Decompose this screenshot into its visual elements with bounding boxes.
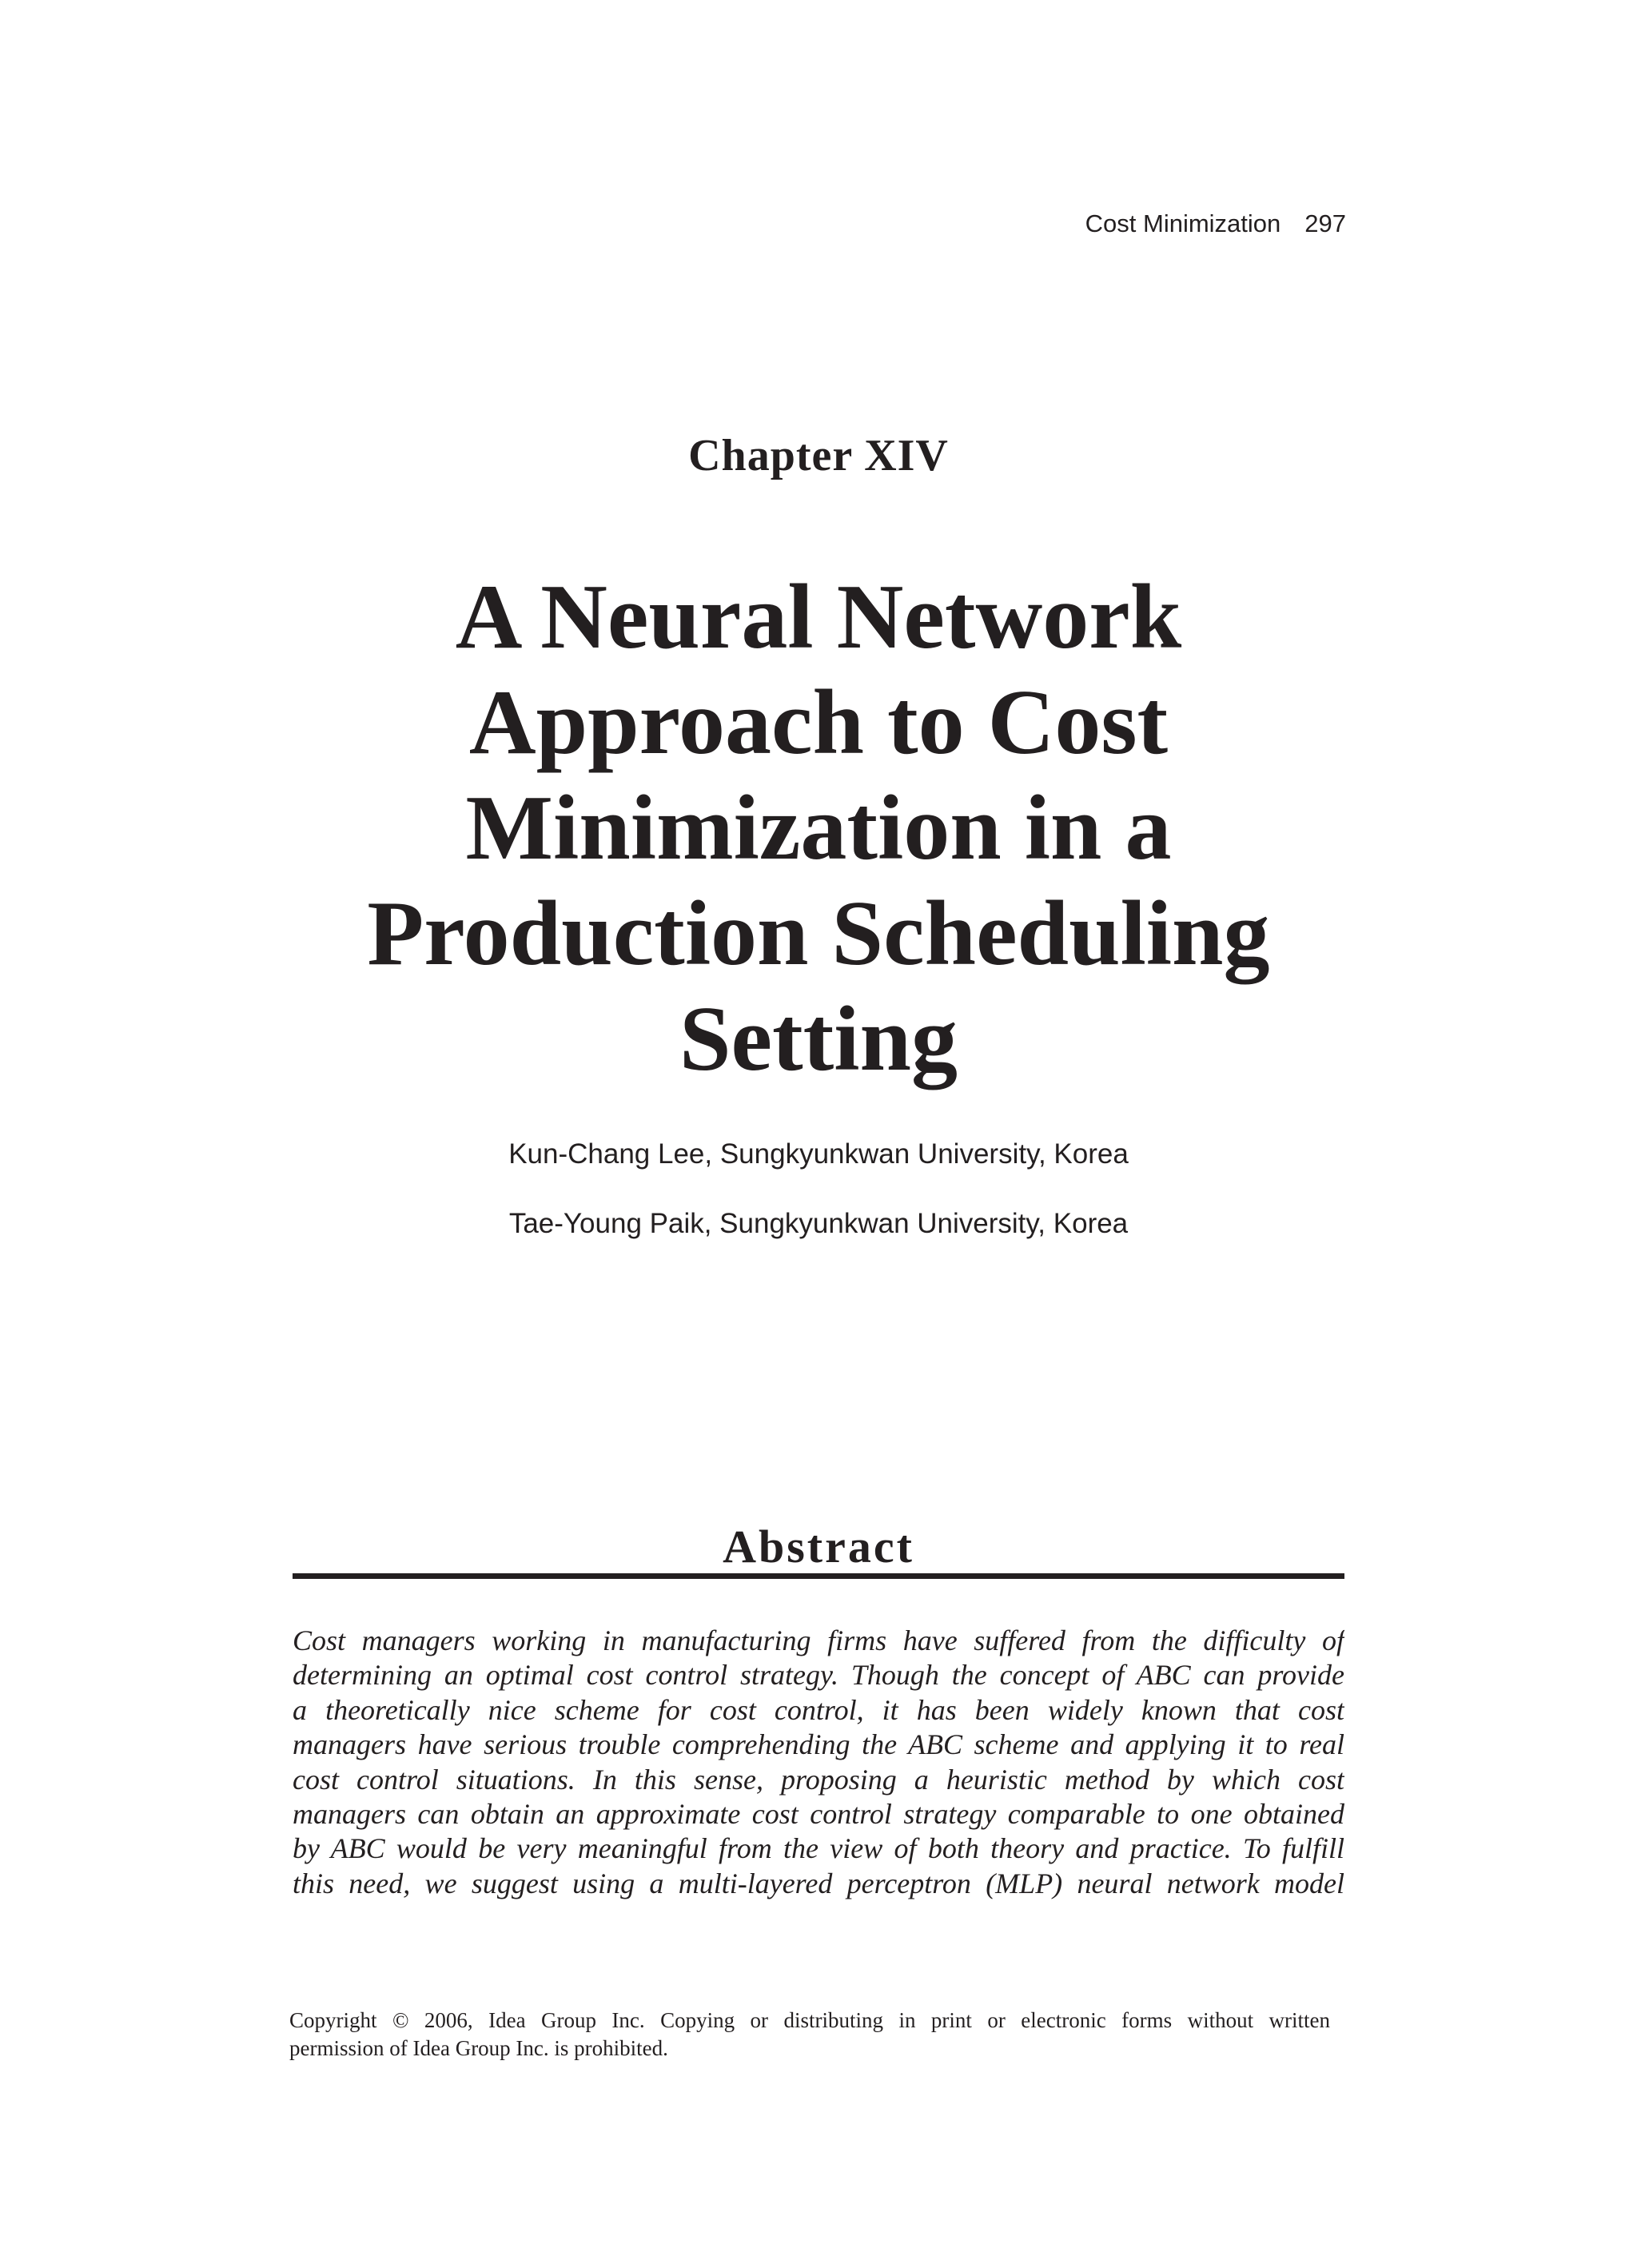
abstract-line: Cost managers working in manufacturing firms have suffered from the difficulty of [293,1624,1344,1656]
chapter-title-line: Approach to Cost [468,672,1169,774]
copyright-notice [289,2007,1330,2063]
chapter-title [0,564,1637,1092]
abstract-line: by ABC would be very meaningful from the view of both theory and practice. To fulfill [293,1832,1344,1865]
page-number: 297 [1304,209,1346,237]
abstract-divider [293,1573,1344,1579]
copyright-line: Copyright © 2006, Idea Group Inc. Copying or distributing in print or electronic forms without written [289,2008,1330,2032]
chapter-title-line: Production Scheduling [367,883,1270,985]
chapter-title-line: Minimization in a [465,777,1172,879]
abstract-line: a theoretically nice scheme for cost control, it has been widely known that cost [293,1693,1344,1726]
author-affiliation-2: Tae-Young Paik, Sungkyunkwan University, Korea [508,1208,1129,1239]
abstract-line: this need, we suggest using a multi-layered perceptron (MLP) neural network model [293,1867,1344,1899]
abstract-line: determining an optimal cost control strategy. Though the concept of ABC can provide [293,1659,1344,1692]
abstract-line: managers have serious trouble comprehending the ABC scheme and applying it to real [293,1728,1344,1761]
chapter-title-line: Setting [679,988,958,1090]
author-affiliation-1: Kun-Chang Lee, Sungkyunkwan University, Korea [508,1138,1129,1170]
abstract-body [293,1624,1344,1901]
abstract-line: managers can obtain an approximate cost control strategy comparable to one obtained [293,1797,1344,1830]
running-head [1085,209,1346,238]
abstract-heading: Abstract [723,1521,914,1572]
running-head-title: Cost Minimization [1085,209,1281,237]
chapter-label: Chapter XIV [688,431,949,480]
abstract-line: cost control situations. In this sense, proposing a heuristic method by which cost [293,1763,1344,1796]
copyright-line: permission of Idea Group Inc. is prohibited. [289,2036,668,2060]
chapter-title-line: A Neural Network [455,566,1182,668]
